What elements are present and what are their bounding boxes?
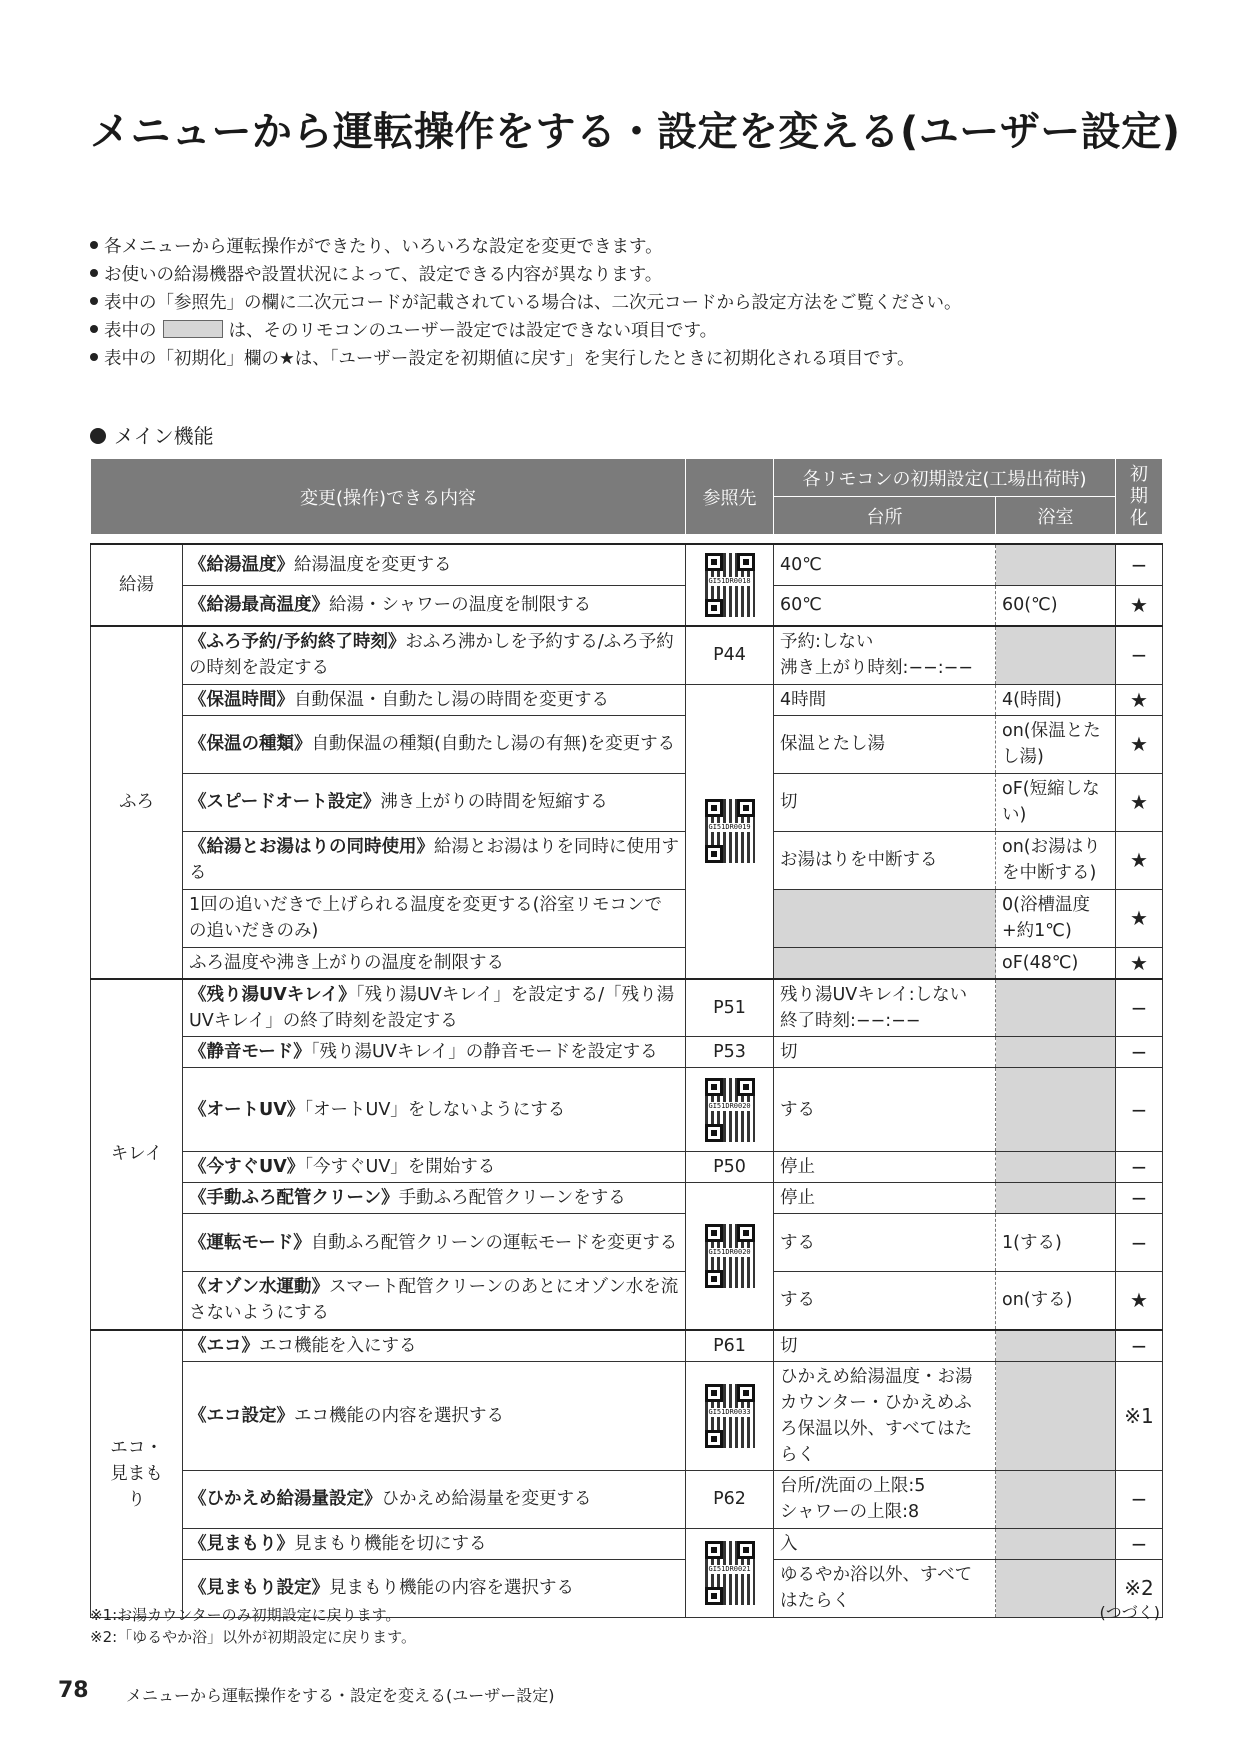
table-row: 《今すぐUV》「今すぐUV」を開始する P50 停止 − <box>91 1152 1163 1183</box>
qr-code[interactable] <box>686 544 774 626</box>
table-row: ふろ温度や沸き上がりの温度を制限する oF(48℃) ★ <box>91 947 1163 979</box>
page-title: メニューから運転操作をする・設定を変える(ユーザー設定) <box>90 109 1181 155</box>
bullet-5: 表中の「初期化」欄の★は、「ユーザー設定を初期値に戻す」を実行したときに初期化される項目です。 <box>90 345 1170 373</box>
table-row: 給湯 《給湯温度》給湯温度を変更する GI51DR0018 40℃ − <box>91 544 1163 585</box>
table-row: 《保温の種類》自動保温の種類(自動たし湯の有無)を変更する 保温とたし湯 on(保温とたし湯) ★ <box>91 715 1163 773</box>
table-row: エコ・見まもり 《エコ》エコ機能を入にする P61 切 − <box>91 1330 1163 1362</box>
table-header <box>90 458 1163 535</box>
table-row: 《スピードオート設定》沸き上がりの時間を短縮する 切 oF(短縮しない) ★ <box>91 773 1163 831</box>
table-row: 《エコ設定》エコ機能の内容を選択する GI51DR0033 ひかえめ給湯温度・お湯カウンター・ひかえめふろ保温以外、すべてはたらく ※1 <box>91 1361 1163 1470</box>
category-eco: エコ・見まもり <box>91 1330 183 1618</box>
qr-code-icon: GI51DR0033 <box>705 1384 755 1448</box>
bullet-1: 各メニューから運転操作ができたり、いろいろな設定を変更できます。 <box>90 233 1170 261</box>
intro-bullets <box>90 233 1170 373</box>
table-row: 《見まもり》見まもり機能を切にする GI51DR0021 入 − <box>91 1528 1163 1559</box>
bullet-2: お使いの給湯機器や設置状況によって、設定できる内容が異なります。 <box>90 261 1170 289</box>
table-row: 《運転モード》自動ふろ配管クリーンの運転モードを変更する する 1(する) − <box>91 1214 1163 1272</box>
table-row: 1回の追いだきで上げられる温度を変更する(浴室リモコンでの追いだきのみ) 0(浴槽温度+約1℃) ★ <box>91 889 1163 947</box>
settings-table <box>90 543 1163 1618</box>
qr-code[interactable] <box>686 1068 774 1152</box>
qr-code[interactable] <box>686 1528 774 1617</box>
bullet-3: 表中の「参照先」の欄に二次元コードが記載されている場合は、二次元コードから設定方法をご覧ください。 <box>90 289 1170 317</box>
continued-label: (つづく) <box>1099 1603 1160 1622</box>
table-row: 《ひかえめ給湯量設定》ひかえめ給湯量を変更する P62 台所/洗面の上限:5 シャワーの上限:8 − <box>91 1470 1163 1528</box>
qr-code[interactable] <box>686 1361 774 1470</box>
qr-code-icon: GI51DR0021 <box>705 1541 755 1605</box>
header-kitchen: 台所 <box>774 497 996 535</box>
page-number: 78 <box>58 1678 89 1703</box>
grey-swatch <box>163 320 223 338</box>
table-row: 《手動ふろ配管クリーン》手動ふろ配管クリーンをする GI51DR0020 停止 − <box>91 1183 1163 1214</box>
table-row: 《給湯とお湯はりの同時使用》給湯とお湯はりを同時に使用する お湯はりを中断する on(お湯はりを中断する) ★ <box>91 831 1163 889</box>
table-row: 《オゾン水運動》スマート配管クリーンのあとにオゾン水を流さないようにする する on(する) ★ <box>91 1272 1163 1330</box>
table-row: 《保温時間》自動保温・自動たし湯の時間を変更する GI51DR0019 4時間 4(時間) ★ <box>91 684 1163 715</box>
section-heading: メイン機能 <box>90 420 214 449</box>
qr-code[interactable] <box>686 1183 774 1330</box>
header-bath: 浴室 <box>996 497 1116 535</box>
category-kirei: キレイ <box>91 979 183 1330</box>
table-row: 《静音モード》「残り湯UVキレイ」の静音モードを設定する P53 切 − <box>91 1037 1163 1068</box>
qr-code-icon: GI51DR0019 <box>705 799 755 863</box>
header-reset: 初期化 <box>1116 459 1163 535</box>
qr-code-icon: GI51DR0018 <box>705 553 755 617</box>
qr-code-icon: GI51DR0020 <box>705 1078 755 1142</box>
footnote-2: ※2:「ゆるやか浴」以外が初期設定に戻ります。 <box>90 1628 416 1646</box>
bullet-4: 表中の は、そのリモコンのユーザー設定では設定できない項目です。 <box>90 317 1170 345</box>
header-initial: 各リモコンの初期設定(工場出荷時) <box>774 459 1116 497</box>
footnotes <box>90 1604 416 1648</box>
footnote-1: ※1:お湯カウンターのみ初期設定に戻ります。 <box>90 1606 401 1624</box>
category-furo: ふろ <box>91 626 183 979</box>
qr-code[interactable] <box>686 684 774 979</box>
category-kyuto: 給湯 <box>91 544 183 626</box>
header-ref: 参照先 <box>686 459 774 535</box>
table-row: キレイ 《残り湯UVキレイ》「残り湯UVキレイ」を設定する/「残り湯UVキレイ」の終了時刻を設定する P51 残り湯UVキレイ:しない 終了時刻:−−:−− − <box>91 979 1163 1037</box>
page-footer-title: メニューから運転操作をする・設定を変える(ユーザー設定) <box>126 1686 555 1705</box>
table-row: 《給湯最高温度》給湯・シャワーの温度を制限する 60℃ 60(℃) ★ <box>91 585 1163 626</box>
header-content: 変更(操作)できる内容 <box>91 459 686 535</box>
table-row: 《オートUV》「オートUV」をしないようにする GI51DR0020 する − <box>91 1068 1163 1152</box>
table-row: ふろ 《ふろ予約/予約終了時刻》おふろ沸かしを予約する/ふろ予約の時刻を設定する P44 予約:しない 沸き上がり時刻:−−:−− − <box>91 626 1163 684</box>
table-row: 《見まもり設定》見まもり機能の内容を選択する ゆるやか浴以外、すべてはたらく ※2 <box>91 1559 1163 1617</box>
qr-code-icon: GI51DR0020 <box>705 1224 755 1288</box>
